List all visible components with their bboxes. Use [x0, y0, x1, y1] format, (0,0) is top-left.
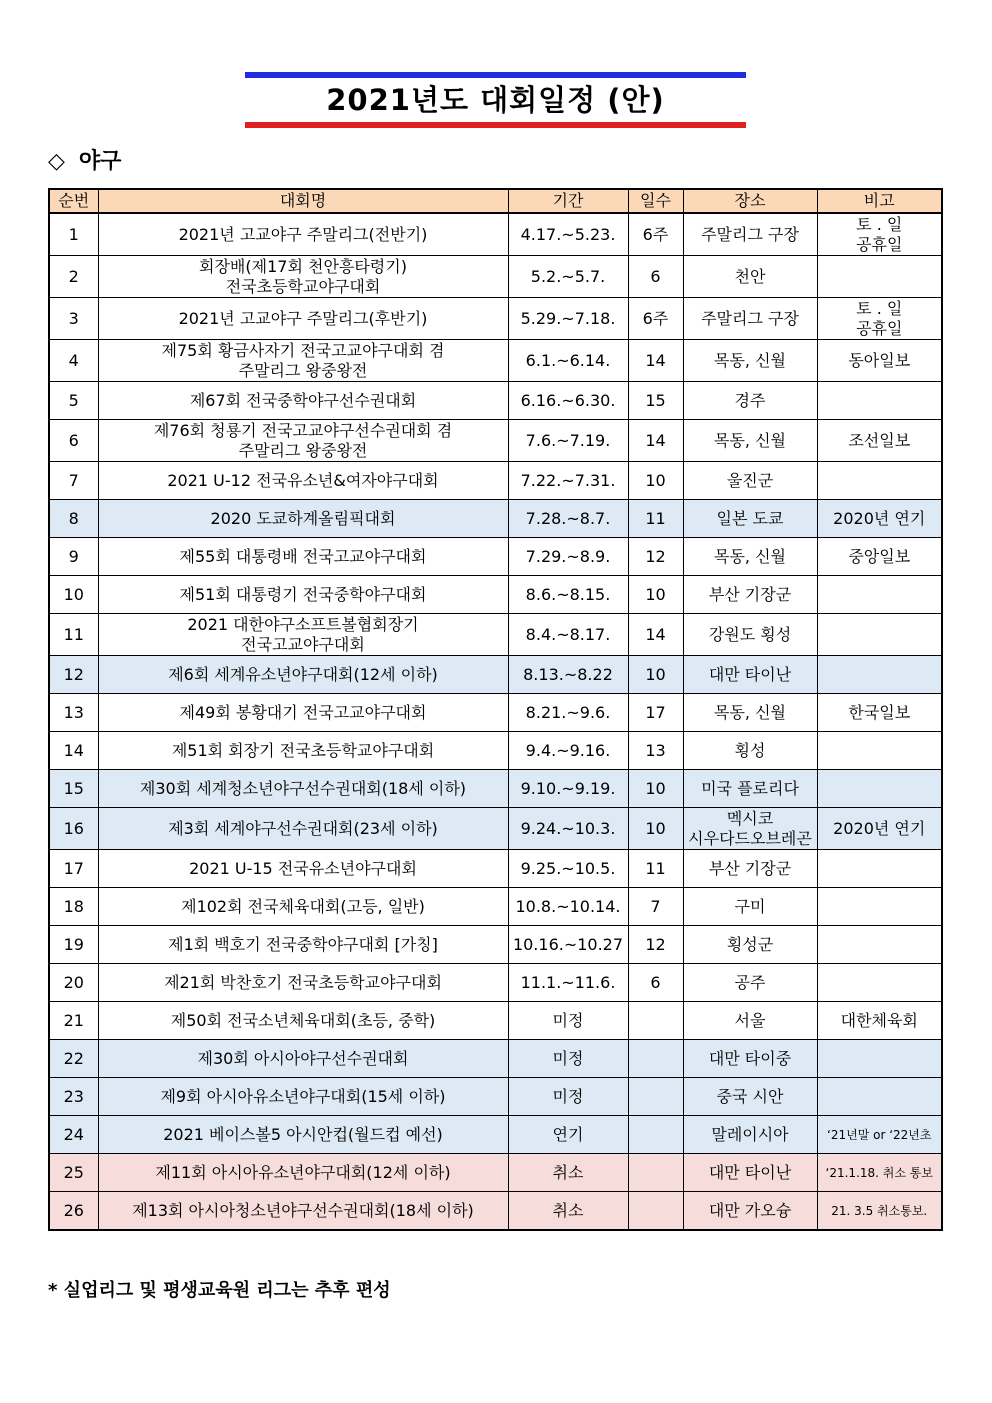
cell-name: 2021년 고교야구 주말리그(후반기) — [98, 298, 508, 340]
cell-place: 일본 도쿄 — [683, 500, 817, 538]
cell-no: 19 — [49, 926, 98, 964]
cell-place: 횡성군 — [683, 926, 817, 964]
section-label: 야구 — [78, 149, 122, 174]
cell-name: 제76회 청룡기 전국고교야구선수권대회 겸 주말리그 왕중왕전 — [98, 420, 508, 462]
cell-no: 8 — [49, 500, 98, 538]
cell-name: 제3회 세계야구선수권대회(23세 이하) — [98, 808, 508, 850]
cell-place: 대만 타이난 — [683, 656, 817, 694]
table-row — [49, 732, 942, 770]
cell-note — [817, 732, 942, 770]
header-period: 기간 — [508, 189, 628, 213]
cell-period: 11.1.~11.6. — [508, 964, 628, 1002]
header-place: 장소 — [683, 189, 817, 213]
cell-no: 18 — [49, 888, 98, 926]
cell-period: 6.1.~6.14. — [508, 340, 628, 382]
cell-days: 14 — [628, 614, 683, 656]
cell-name: 제67회 전국중학야구선수권대회 — [98, 382, 508, 420]
cell-name: 제49회 봉황대기 전국고교야구대회 — [98, 694, 508, 732]
cell-days: 11 — [628, 500, 683, 538]
cell-name: 제51회 회장기 전국초등학교야구대회 — [98, 732, 508, 770]
cell-place: 말레이시아 — [683, 1116, 817, 1154]
cell-days — [628, 1040, 683, 1078]
cell-no: 11 — [49, 614, 98, 656]
cell-note — [817, 1078, 942, 1116]
cell-place: 부산 기장군 — [683, 850, 817, 888]
cell-days: 12 — [628, 926, 683, 964]
table-row — [49, 656, 942, 694]
cell-note — [817, 462, 942, 500]
cell-period: 8.6.~8.15. — [508, 576, 628, 614]
cell-place: 목동, 신월 — [683, 694, 817, 732]
cell-note — [817, 382, 942, 420]
cell-name: 제75회 황금사자기 전국고교야구대회 겸 주말리그 왕중왕전 — [98, 340, 508, 382]
cell-period: 10.16.~10.27 — [508, 926, 628, 964]
cell-period: 4.17.~5.23. — [508, 213, 628, 256]
cell-note — [817, 926, 942, 964]
table-body — [49, 213, 942, 1230]
cell-period: 연기 — [508, 1116, 628, 1154]
header-name: 대회명 — [98, 189, 508, 213]
cell-no: 9 — [49, 538, 98, 576]
cell-name: 2021 대한야구소프트볼협회장기 전국고교야구대회 — [98, 614, 508, 656]
cell-no: 7 — [49, 462, 98, 500]
cell-note: 21. 3.5 취소통보. — [817, 1192, 942, 1231]
cell-days: 15 — [628, 382, 683, 420]
cell-period: 5.2.~5.7. — [508, 256, 628, 298]
cell-days: 10 — [628, 656, 683, 694]
cell-place: 경주 — [683, 382, 817, 420]
cell-place: 주말리그 구장 — [683, 298, 817, 340]
cell-note — [817, 964, 942, 1002]
cell-note: 대한체육회 — [817, 1002, 942, 1040]
cell-days: 13 — [628, 732, 683, 770]
cell-period: 7.29.~8.9. — [508, 538, 628, 576]
table-row — [49, 576, 942, 614]
cell-place: 횡성 — [683, 732, 817, 770]
cell-period: 7.22.~7.31. — [508, 462, 628, 500]
cell-name: 2021 U-15 전국유소년야구대회 — [98, 850, 508, 888]
header-note: 비고 — [817, 189, 942, 213]
cell-name: 제50회 전국소년체육대회(초등, 중학) — [98, 1002, 508, 1040]
cell-days — [628, 1192, 683, 1231]
table-row — [49, 340, 942, 382]
table-row — [49, 888, 942, 926]
table-row — [49, 538, 942, 576]
cell-name: 제9회 아시아유소년야구대회(15세 이하) — [98, 1078, 508, 1116]
table-row — [49, 614, 942, 656]
title-block — [245, 72, 746, 128]
cell-place: 강원도 횡성 — [683, 614, 817, 656]
cell-note — [817, 850, 942, 888]
table-row — [49, 926, 942, 964]
cell-days: 12 — [628, 538, 683, 576]
cell-name: 제6회 세계유소년야구대회(12세 이하) — [98, 656, 508, 694]
schedule-table — [48, 188, 943, 1231]
cell-no: 5 — [49, 382, 98, 420]
cell-no: 23 — [49, 1078, 98, 1116]
cell-no: 16 — [49, 808, 98, 850]
cell-no: 22 — [49, 1040, 98, 1078]
cell-no: 21 — [49, 1002, 98, 1040]
cell-name: 2021 베이스볼5 아시안컵(월드컵 예선) — [98, 1116, 508, 1154]
cell-note: ‘21.1.18. 취소 통보 — [817, 1154, 942, 1192]
cell-place: 목동, 신월 — [683, 420, 817, 462]
cell-period: 8.21.~9.6. — [508, 694, 628, 732]
cell-period: 9.4.~9.16. — [508, 732, 628, 770]
cell-days: 6주 — [628, 298, 683, 340]
table-row — [49, 420, 942, 462]
cell-period: 9.10.~9.19. — [508, 770, 628, 808]
cell-note: 조선일보 — [817, 420, 942, 462]
cell-note: 토 . 일 공휴일 — [817, 298, 942, 340]
cell-name: 제51회 대통령기 전국중학야구대회 — [98, 576, 508, 614]
cell-period: 미정 — [508, 1078, 628, 1116]
cell-days: 10 — [628, 808, 683, 850]
cell-period: 취소 — [508, 1192, 628, 1231]
cell-name: 제13회 아시아청소년야구선수권대회(18세 이하) — [98, 1192, 508, 1231]
table-row — [49, 1192, 942, 1231]
cell-place: 목동, 신월 — [683, 340, 817, 382]
cell-note: 토 . 일 공휴일 — [817, 213, 942, 256]
cell-name: 제1회 백호기 전국중학야구대회 [가칭] — [98, 926, 508, 964]
cell-note: 2020년 연기 — [817, 500, 942, 538]
cell-place: 서울 — [683, 1002, 817, 1040]
cell-no: 14 — [49, 732, 98, 770]
cell-name: 제102회 전국체육대회(고등, 일반) — [98, 888, 508, 926]
cell-name: 회장배(제17회 천안흥타령기) 전국초등학교야구대회 — [98, 256, 508, 298]
cell-no: 26 — [49, 1192, 98, 1231]
diamond-icon: ◇ — [48, 149, 65, 174]
header-days: 일수 — [628, 189, 683, 213]
cell-days: 6주 — [628, 213, 683, 256]
cell-place: 대만 가오슝 — [683, 1192, 817, 1231]
cell-period: 9.25.~10.5. — [508, 850, 628, 888]
cell-period: 5.29.~7.18. — [508, 298, 628, 340]
cell-days: 10 — [628, 462, 683, 500]
table-row — [49, 382, 942, 420]
cell-name: 2020 도쿄하계올림픽대회 — [98, 500, 508, 538]
table-row — [49, 1154, 942, 1192]
cell-days: 10 — [628, 770, 683, 808]
cell-no: 6 — [49, 420, 98, 462]
cell-place: 멕시코 시우다드오브레곤 — [683, 808, 817, 850]
table-row — [49, 1002, 942, 1040]
cell-note — [817, 614, 942, 656]
cell-period: 7.28.~8.7. — [508, 500, 628, 538]
cell-place: 구미 — [683, 888, 817, 926]
cell-no: 2 — [49, 256, 98, 298]
cell-no: 25 — [49, 1154, 98, 1192]
cell-no: 1 — [49, 213, 98, 256]
cell-days: 11 — [628, 850, 683, 888]
cell-name: 제55회 대통령배 전국고교야구대회 — [98, 538, 508, 576]
cell-no: 24 — [49, 1116, 98, 1154]
cell-days: 14 — [628, 340, 683, 382]
cell-no: 20 — [49, 964, 98, 1002]
cell-place: 대만 타이난 — [683, 1154, 817, 1192]
cell-no: 4 — [49, 340, 98, 382]
cell-period: 취소 — [508, 1154, 628, 1192]
title-bottom-bar — [245, 122, 746, 128]
cell-period: 9.24.~10.3. — [508, 808, 628, 850]
cell-period: 6.16.~6.30. — [508, 382, 628, 420]
cell-place: 주말리그 구장 — [683, 213, 817, 256]
cell-place: 대만 타이중 — [683, 1040, 817, 1078]
table-row — [49, 213, 942, 256]
footnote: * 실업리그 및 평생교육원 리그는 추후 편성 — [48, 1280, 391, 1301]
table-row — [49, 808, 942, 850]
table-row — [49, 770, 942, 808]
cell-place: 공주 — [683, 964, 817, 1002]
cell-no: 13 — [49, 694, 98, 732]
header-row — [49, 189, 942, 213]
table-row — [49, 1040, 942, 1078]
section-heading — [48, 144, 121, 175]
cell-no: 10 — [49, 576, 98, 614]
cell-note — [817, 888, 942, 926]
cell-period: 8.4.~8.17. — [508, 614, 628, 656]
cell-note: 2020년 연기 — [817, 808, 942, 850]
cell-days — [628, 1002, 683, 1040]
table-row — [49, 462, 942, 500]
cell-place: 미국 플로리다 — [683, 770, 817, 808]
cell-name: 2021년 고교야구 주말리그(전반기) — [98, 213, 508, 256]
cell-days: 14 — [628, 420, 683, 462]
cell-days: 7 — [628, 888, 683, 926]
table-row — [49, 850, 942, 888]
cell-name: 제30회 아시아야구선수권대회 — [98, 1040, 508, 1078]
cell-period: 10.8.~10.14. — [508, 888, 628, 926]
cell-no: 12 — [49, 656, 98, 694]
cell-name: 2021 U-12 전국유소년&여자야구대회 — [98, 462, 508, 500]
cell-days — [628, 1116, 683, 1154]
cell-note — [817, 576, 942, 614]
table-row — [49, 298, 942, 340]
cell-no: 17 — [49, 850, 98, 888]
cell-place: 목동, 신월 — [683, 538, 817, 576]
table-row — [49, 256, 942, 298]
cell-no: 3 — [49, 298, 98, 340]
table-row — [49, 500, 942, 538]
table-row — [49, 1116, 942, 1154]
cell-no: 15 — [49, 770, 98, 808]
cell-note: 한국일보 — [817, 694, 942, 732]
cell-place: 울진군 — [683, 462, 817, 500]
cell-note — [817, 256, 942, 298]
cell-note — [817, 770, 942, 808]
cell-note: 중앙일보 — [817, 538, 942, 576]
cell-name: 제21회 박찬호기 전국초등학교야구대회 — [98, 964, 508, 1002]
cell-period: 미정 — [508, 1040, 628, 1078]
cell-days: 10 — [628, 576, 683, 614]
cell-days: 6 — [628, 964, 683, 1002]
table-row — [49, 964, 942, 1002]
table-row — [49, 694, 942, 732]
header-no: 순번 — [49, 189, 98, 213]
cell-place: 중국 시안 — [683, 1078, 817, 1116]
cell-days: 17 — [628, 694, 683, 732]
cell-days: 6 — [628, 256, 683, 298]
table-row — [49, 1078, 942, 1116]
cell-place: 천안 — [683, 256, 817, 298]
cell-name: 제30회 세계청소년야구선수권대회(18세 이하) — [98, 770, 508, 808]
cell-period: 8.13.~8.22 — [508, 656, 628, 694]
cell-name: 제11회 아시아유소년야구대회(12세 이하) — [98, 1154, 508, 1192]
cell-place: 부산 기장군 — [683, 576, 817, 614]
cell-note — [817, 656, 942, 694]
cell-note: ‘21년말 or ‘22년초 — [817, 1116, 942, 1154]
cell-period: 미정 — [508, 1002, 628, 1040]
page-title: 2021년도 대회일정 (안) — [326, 83, 665, 117]
cell-days — [628, 1078, 683, 1116]
cell-note: 동아일보 — [817, 340, 942, 382]
cell-days — [628, 1154, 683, 1192]
cell-period: 7.6.~7.19. — [508, 420, 628, 462]
cell-note — [817, 1040, 942, 1078]
